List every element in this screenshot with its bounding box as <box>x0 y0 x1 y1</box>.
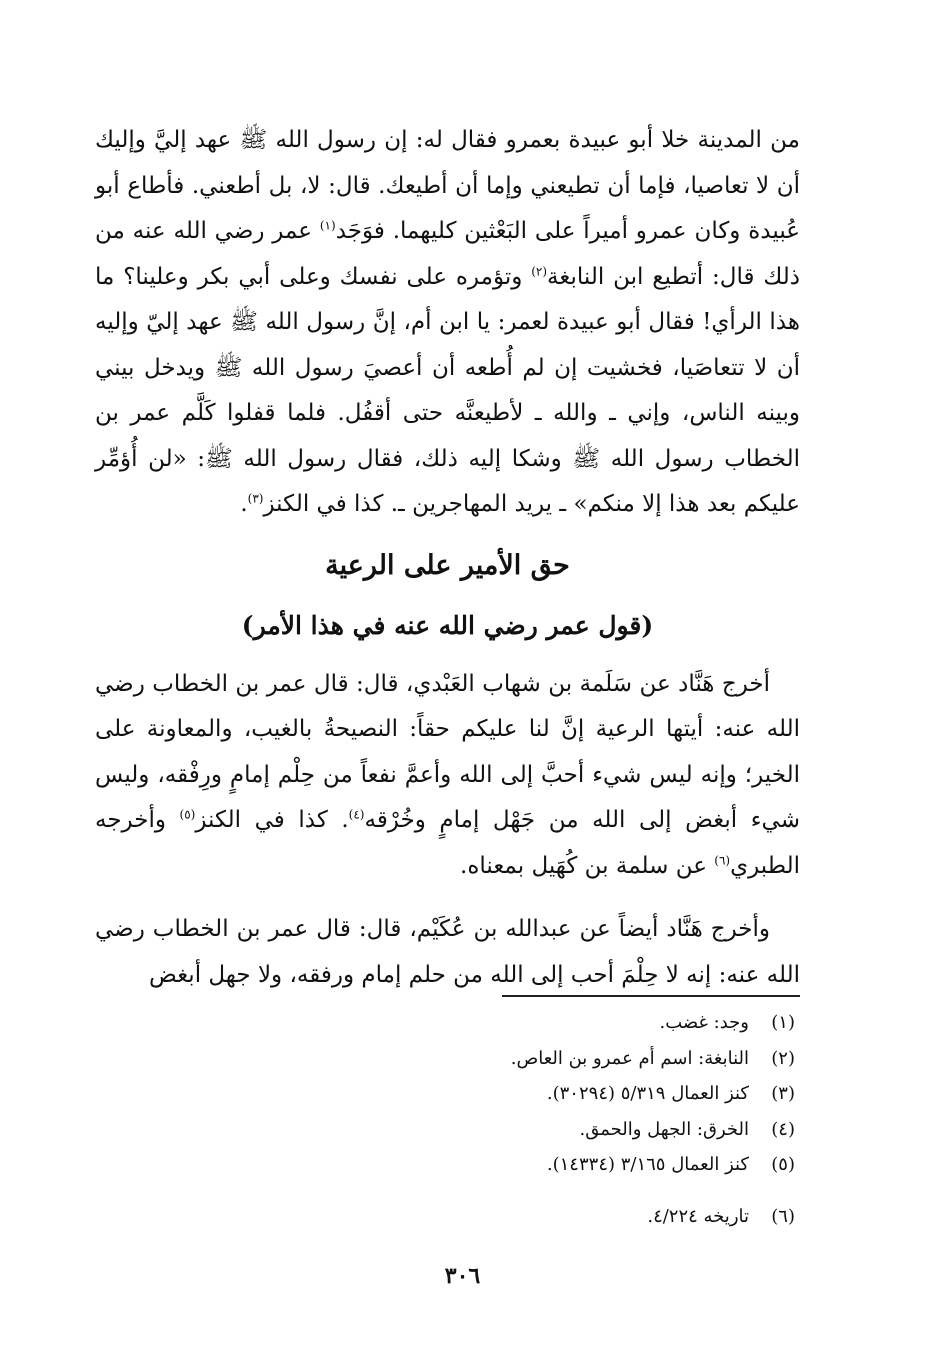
page-body <box>95 118 800 998</box>
footnote-item <box>235 1048 795 1084</box>
footnote-ref-3[interactable]: (٣) <box>247 491 264 506</box>
paragraph-1-part-2: عمر رضي الله عنه من ذلك قال: أتطيع ابن النابغة <box>95 218 800 290</box>
footnote-text: كنز العمال ٥/٣١٩ (٣٠٢٩٤). <box>546 1083 749 1104</box>
footnote-text: النابغة: اسم أم عمرو بن العاص. <box>510 1047 749 1069</box>
footnote-number: (٦) <box>771 1205 795 1227</box>
footnote-ref-1[interactable]: (١) <box>319 218 336 233</box>
footnote-ref-6[interactable]: (٦) <box>714 852 731 867</box>
footnote-item <box>235 1083 795 1119</box>
paragraph-2-part-1: أخرج هَنَّاد عن سَلَمة بن شهاب العَبْدي، قال: قال عمر بن الخطاب رضي الله عنه: أيتها الرعية إنَّ لنا عليكم حقاً: النصيحةُ بالغيب، والمعاونة على الخير؛ وإنه ليس شيء أحبَّ إلى الله وأعمَّ نفعاً من حِلْم إمامٍ ورِفْقه، وليس شيء أبغض إلى الله من جَهْل إمامٍ وخُرْقه <box>95 670 800 833</box>
footnote-item <box>235 1119 795 1155</box>
paragraph-2 <box>95 662 800 890</box>
footnote-ref-4[interactable]: (٤) <box>348 807 365 822</box>
footnote-number: (١) <box>771 1012 795 1033</box>
footnote-text: تاريخه ٤/٢٢٤. <box>647 1205 749 1227</box>
footnote-item <box>235 1206 795 1242</box>
paragraph-2-part-4: عن سلمة بن كُهَيل بمعناه. <box>460 852 715 879</box>
paragraph-2-part-3: وأخرجه الطبري <box>95 807 800 879</box>
paragraph-1-part-3: وتؤمره على نفسك وعلى أبي بكر وعلينا؟ ما هذا الرأي! فقال أبو عبيدة لعمر: يا ابن أم، إنَّ رسول الله ﷺ عهد إليّ وإليه أن لا تتعاصَيا، فخشيت إن لم أُطعه أن أعصيَ رسول الله ﷺ ويدخل بيني وبينه الناس، وإني ـ والله ـ لأطيعنَّه حتى أقفُل. فلما قفلوا كَلَّم عمر بن الخطاب رسول الله ﷺ وشكا إليه ذلك، فقال رسول الله ﷺ: «لن أُؤمِّر عليكم بعد هذا إلا منكم» ـ يريد المهاجرين ـ. كذا في الكنز <box>95 263 800 517</box>
footnote-number: (٢) <box>771 1047 795 1069</box>
footnote-text: وجد: غضب. <box>659 1012 749 1033</box>
footnote-number: (٤) <box>771 1118 795 1140</box>
paragraph-1-part-1: من المدينة خلا أبو عبيدة بعمرو فقال له: إن رسول الله ﷺ عهد إليَّ وإليك أن لا تعاصيا، فإما أن تطيعني وإما أن أطيعك. قال: لا، بل أطعني. فأطاع أبو عُبيدة وكان عمرو أميراً على البَعْثين كليهما. فوَجَد <box>95 127 800 244</box>
footnote-number: (٣) <box>771 1083 795 1104</box>
section-heading: حق الأمير على الرعية <box>325 549 570 581</box>
paragraph-3: وأخرج هَنَّاد أيضاً عن عبدالله بن عُكَيْم، قال: قال عمر بن الخطاب رضي الله عنه: إنه لا حِلْمَ أحب إلى الله من حلم إمام ورفقه، ولا جهل أبغض <box>95 916 800 988</box>
footnote-separator <box>502 995 800 997</box>
footnote-ref-5[interactable]: (٥) <box>179 807 196 822</box>
footnote-text: كنز العمال ٣/١٦٥ (١٤٣٣٤). <box>546 1154 749 1175</box>
paragraph-2-part-2: . كذا في الكنز <box>195 807 349 833</box>
footnote-text: الخرق: الجهل والحمق. <box>579 1118 749 1140</box>
footnote-item <box>235 1012 795 1048</box>
footnote-item <box>235 1154 795 1190</box>
paragraph-1 <box>95 118 800 528</box>
paragraph-1-part-4: . <box>240 491 248 517</box>
footnotes-list <box>235 1012 795 1241</box>
page-number: ٣٠٦ <box>444 1263 481 1289</box>
footnote-number: (٥) <box>771 1154 795 1175</box>
section-subheading: (قول عمر رضي الله عنه في هذا الأمر) <box>241 610 654 640</box>
footnote-ref-2[interactable]: (٢) <box>531 263 548 278</box>
